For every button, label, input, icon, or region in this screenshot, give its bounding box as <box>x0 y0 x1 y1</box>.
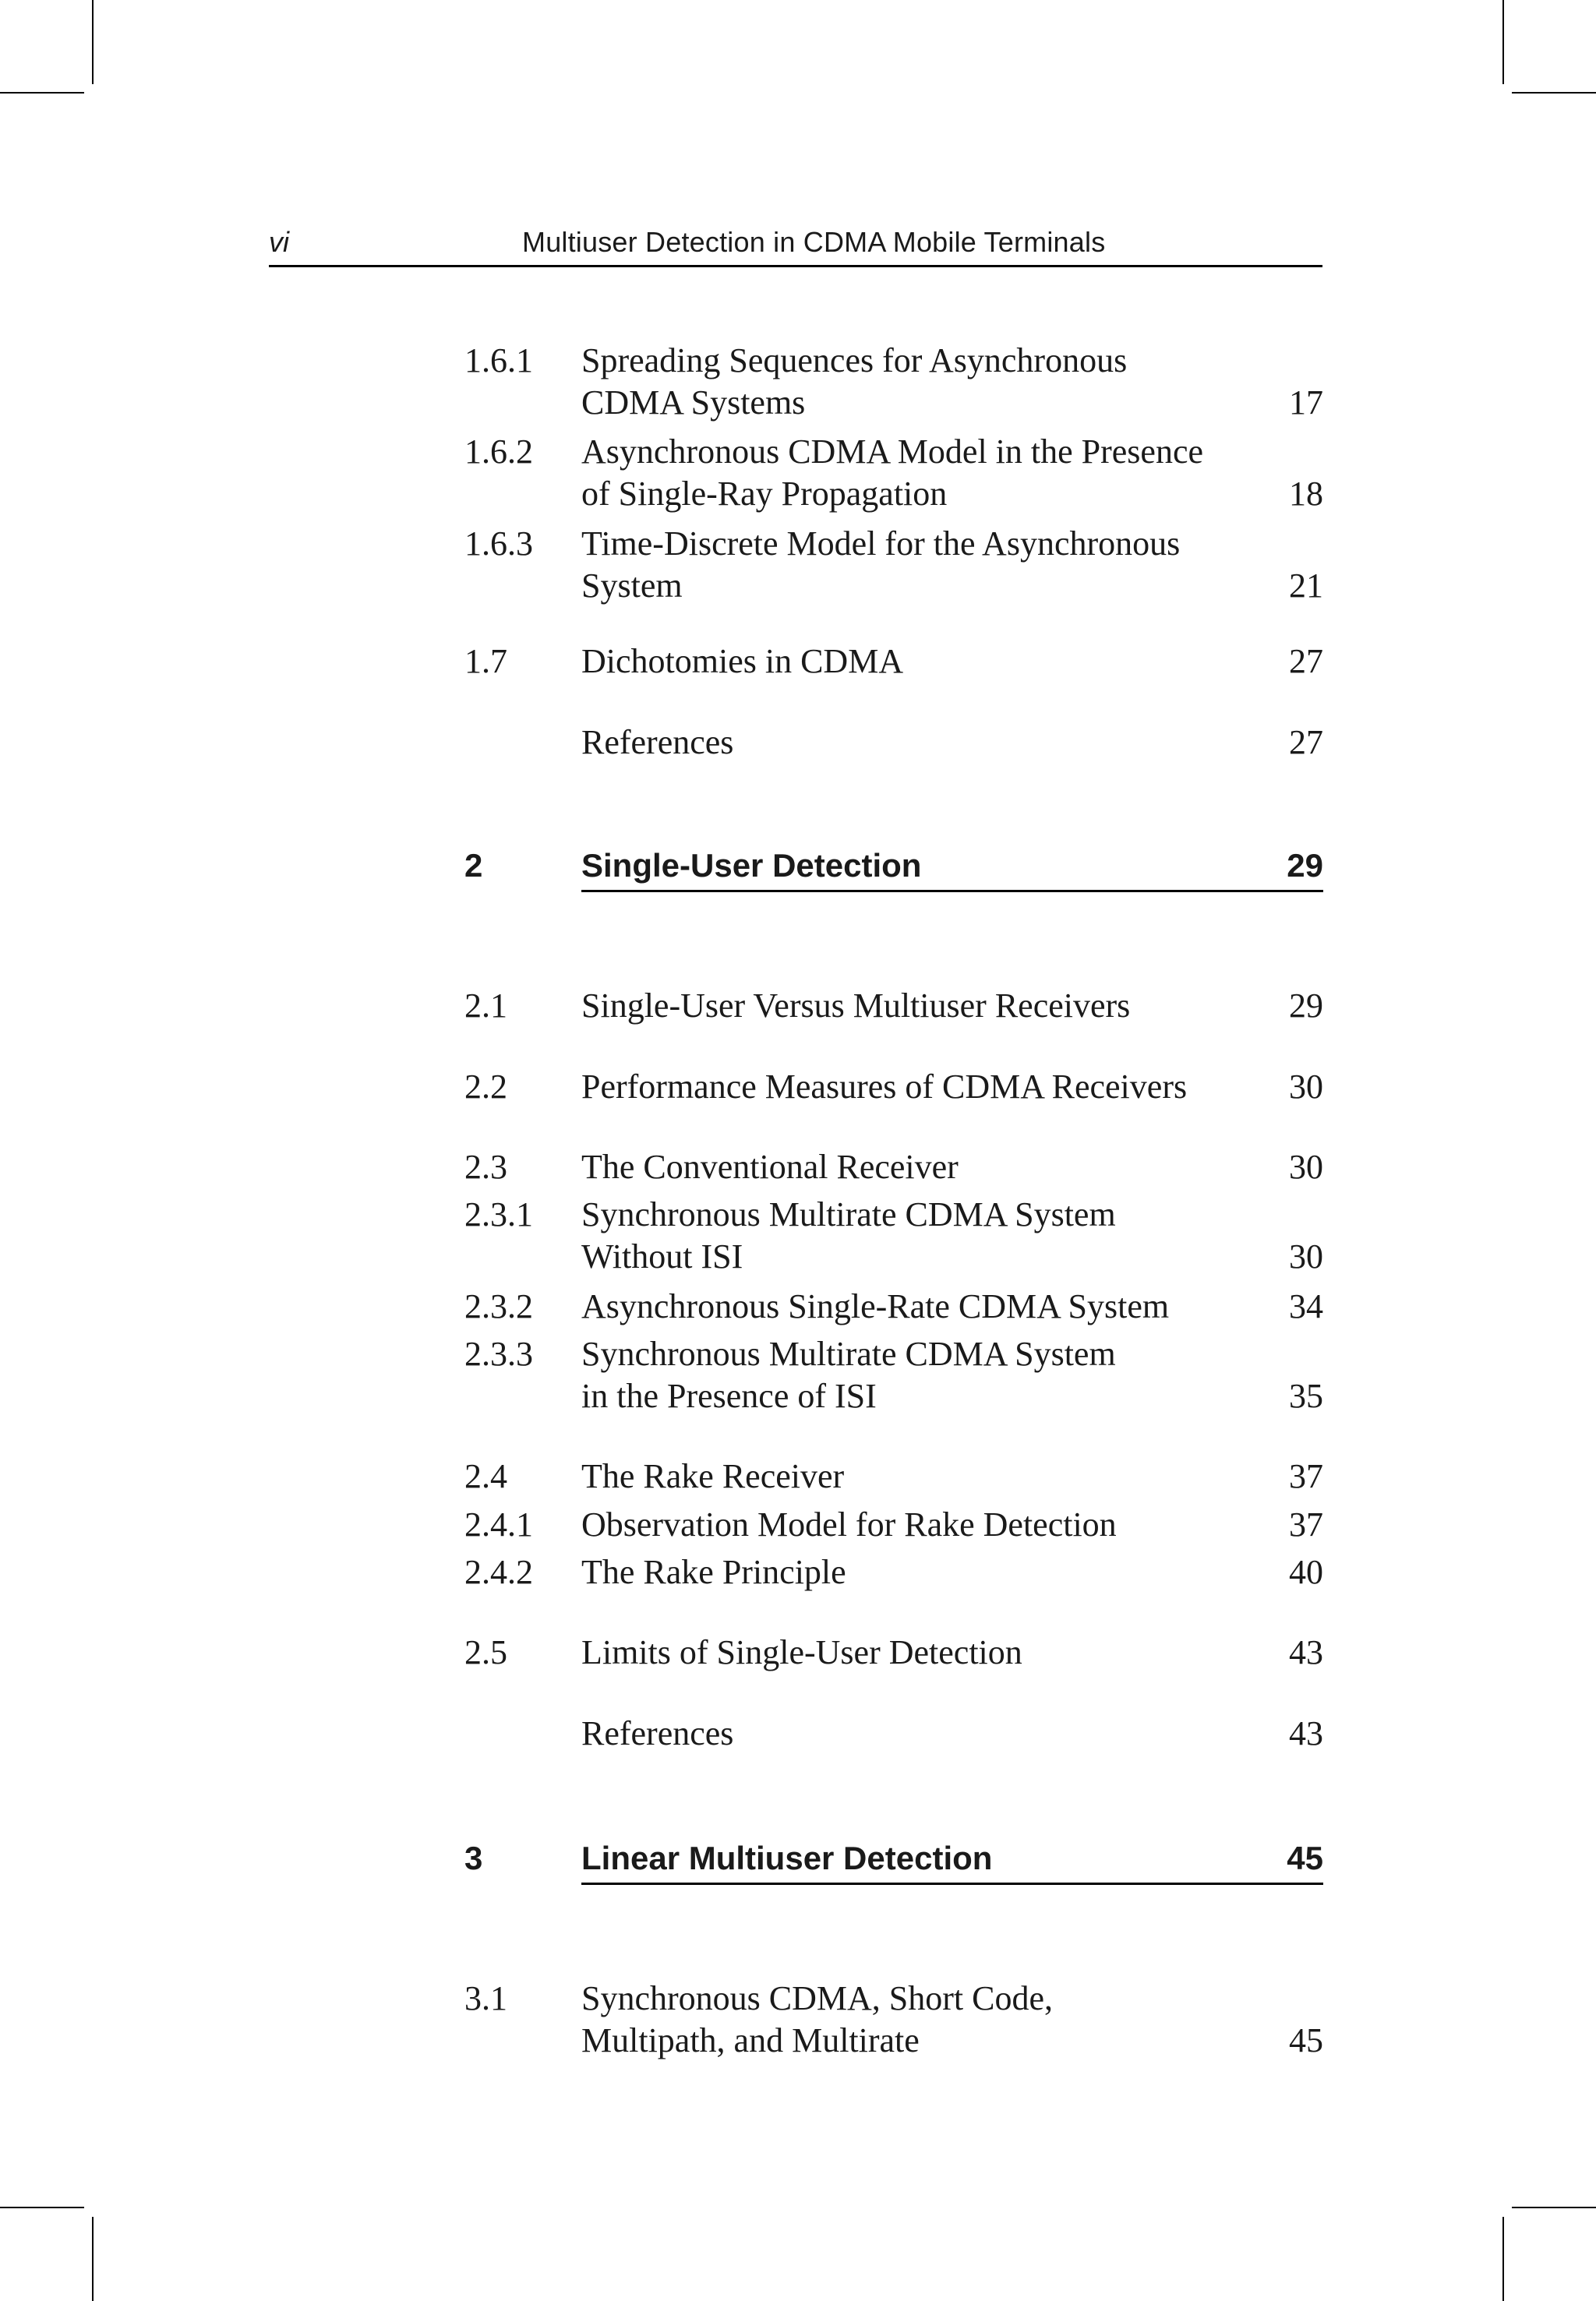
toc-section-title <box>581 1978 1228 2062</box>
toc-entry <box>464 1504 1323 1546</box>
toc-section-number: 1.6.3 <box>464 524 533 563</box>
toc-entry <box>464 985 1323 1027</box>
toc-page-number: 27 <box>1289 723 1323 761</box>
toc-page-number: 45 <box>1287 1840 1323 1876</box>
toc-section-title <box>581 1837 1228 1879</box>
toc-page-number: 18 <box>1289 475 1323 513</box>
toc-section-number: 2.4.1 <box>464 1505 533 1544</box>
toc-page-number: 43 <box>1289 1714 1323 1752</box>
toc-entry <box>464 722 1323 764</box>
toc-section-number: 2 <box>464 847 483 884</box>
toc-title-line: of Single-Ray Propagation <box>581 475 948 513</box>
toc-section-number: 3.1 <box>464 1979 507 2017</box>
toc-title-line: Synchronous Multirate CDMA System <box>581 1335 1116 1373</box>
toc-section-number: 2.4 <box>464 1457 507 1495</box>
toc-entry <box>464 340 1323 424</box>
chapter-underline <box>581 1883 1323 1885</box>
toc-title-line: CDMA Systems <box>581 383 806 422</box>
toc-section-title <box>581 1286 1228 1328</box>
toc-page-number: 35 <box>1289 1377 1323 1415</box>
toc-section-title <box>581 1456 1228 1498</box>
toc-title-line: The Rake Receiver <box>581 1457 845 1495</box>
toc-page-number: 30 <box>1289 1068 1323 1106</box>
toc-title-line: Single-User Detection <box>581 847 922 884</box>
toc-section-title <box>581 722 1228 764</box>
page-folio: vi <box>269 226 289 258</box>
toc-section-title <box>581 1066 1228 1108</box>
toc-title-line: Without ISI <box>581 1237 743 1276</box>
toc-page-number: 17 <box>1289 383 1323 422</box>
toc-section-title <box>581 985 1228 1027</box>
toc-entry <box>464 1456 1323 1498</box>
toc-title-line: Observation Model for Rake Detection <box>581 1505 1117 1544</box>
toc-entry <box>464 1286 1323 1328</box>
toc-section-title <box>581 641 1228 683</box>
toc-section-number: 2.4.2 <box>464 1553 533 1591</box>
toc-title-line: Dichotomies in CDMA <box>581 642 904 680</box>
toc-page-number: 34 <box>1289 1287 1323 1325</box>
toc-title-line: Synchronous Multirate CDMA System <box>581 1195 1116 1233</box>
toc-section-title <box>581 1504 1228 1546</box>
toc-section-number: 2.3.1 <box>464 1195 533 1233</box>
book-title: Multiuser Detection in CDMA Mobile Terminals <box>522 226 1106 258</box>
toc-page-number: 40 <box>1289 1553 1323 1591</box>
toc-title-line: References <box>581 723 734 761</box>
toc-section-number: 2.5 <box>464 1633 507 1671</box>
toc-title-line: Linear Multiuser Detection <box>581 1840 993 1876</box>
toc-page-number: 43 <box>1289 1633 1323 1671</box>
toc-section-number: 2.2 <box>464 1068 507 1106</box>
toc-page-number: 30 <box>1289 1148 1323 1186</box>
toc-page-number: 30 <box>1289 1237 1323 1276</box>
toc-entry <box>464 1194 1323 1278</box>
toc-section-number: 1.7 <box>464 642 507 680</box>
toc-entry <box>464 1713 1323 1755</box>
toc-chapter-heading <box>464 1837 1323 1879</box>
toc-entry <box>464 1066 1323 1108</box>
toc-title-line: Performance Measures of CDMA Receivers <box>581 1068 1188 1106</box>
toc-chapter-heading <box>464 845 1323 887</box>
toc-section-number: 2.1 <box>464 986 507 1025</box>
toc-section-title <box>581 1194 1228 1278</box>
toc-title-line: Spreading Sequences for Asynchronous <box>581 341 1128 379</box>
toc-entry <box>464 1146 1323 1188</box>
toc-page-number: 29 <box>1287 847 1323 884</box>
toc-title-line: Multipath, and Multirate <box>581 2021 920 2059</box>
toc-section-title <box>581 1713 1228 1755</box>
chapter-underline <box>581 890 1323 892</box>
toc-title-line: Asynchronous CDMA Model in the Presence <box>581 432 1204 471</box>
toc-entry <box>464 641 1323 683</box>
toc-title-line: System <box>581 566 683 605</box>
toc-title-line: in the Presence of ISI <box>581 1377 877 1415</box>
toc-title-line: Time-Discrete Model for the Asynchronous <box>581 524 1181 563</box>
toc-section-title <box>581 1146 1228 1188</box>
toc-title-line: Single-User Versus Multiuser Receivers <box>581 986 1131 1025</box>
toc-title-line: Synchronous CDMA, Short Code, <box>581 1979 1054 2017</box>
toc-entry <box>464 1551 1323 1593</box>
toc-section-number: 3 <box>464 1840 483 1876</box>
toc-entry <box>464 431 1323 515</box>
toc-section-title <box>581 523 1228 607</box>
toc-title-line: Limits of Single-User Detection <box>581 1633 1022 1671</box>
toc-page-number: 21 <box>1289 566 1323 605</box>
toc-section-title <box>581 1632 1228 1674</box>
toc-entry <box>464 1978 1323 2062</box>
toc-section-number: 1.6.2 <box>464 432 533 471</box>
toc-entry <box>464 1333 1323 1417</box>
toc-section-number: 2.3.2 <box>464 1287 533 1325</box>
toc-page-number: 37 <box>1289 1505 1323 1544</box>
toc-title-line: The Rake Principle <box>581 1553 846 1591</box>
toc-page-number: 29 <box>1289 986 1323 1025</box>
toc-section-title <box>581 845 1228 887</box>
toc-entry <box>464 1632 1323 1674</box>
toc-title-line: The Conventional Receiver <box>581 1148 959 1186</box>
toc-section-title <box>581 340 1228 424</box>
toc-page-number: 45 <box>1289 2021 1323 2059</box>
toc-section-title <box>581 1551 1228 1593</box>
toc-page-number: 27 <box>1289 642 1323 680</box>
toc-section-title <box>581 431 1228 515</box>
toc-title-line: References <box>581 1714 734 1752</box>
toc-section-number: 2.3.3 <box>464 1335 533 1373</box>
toc-section-number: 2.3 <box>464 1148 507 1186</box>
toc-entry <box>464 523 1323 607</box>
toc-title-line: Asynchronous Single-Rate CDMA System <box>581 1287 1170 1325</box>
toc-page-number: 37 <box>1289 1457 1323 1495</box>
toc-section-title <box>581 1333 1228 1417</box>
toc-section-number: 1.6.1 <box>464 341 533 379</box>
